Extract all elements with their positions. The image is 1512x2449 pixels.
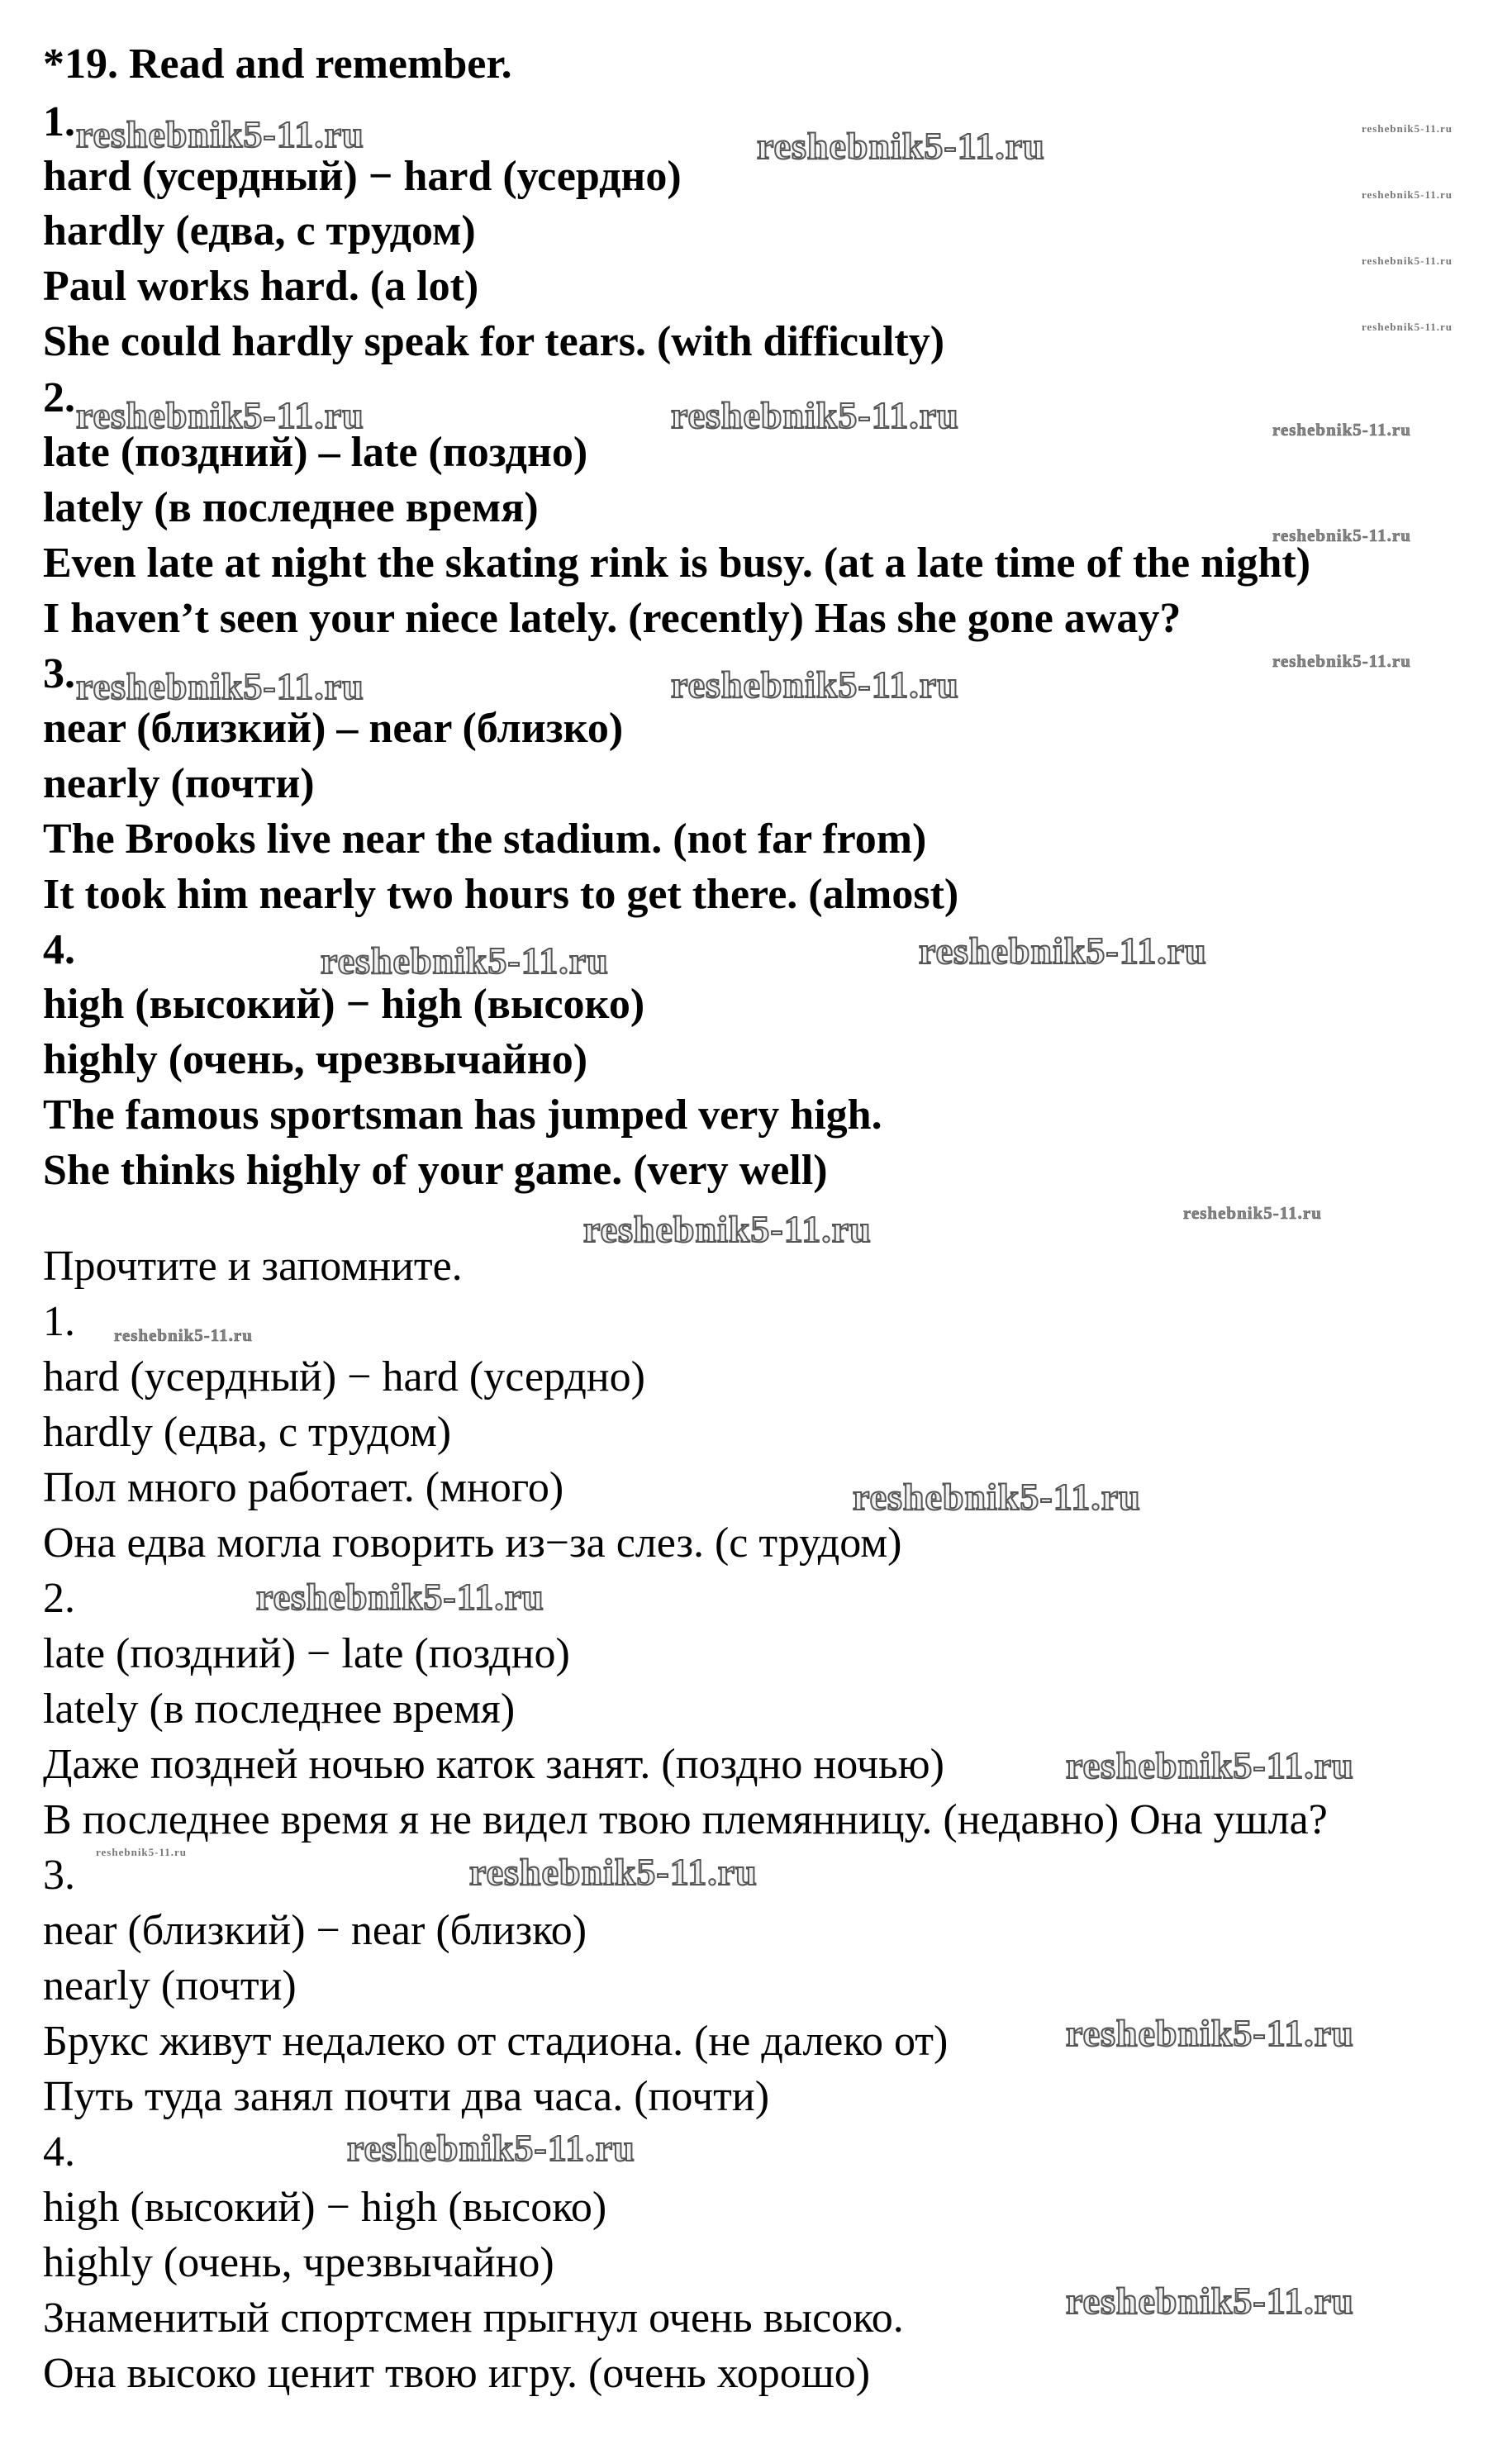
section-number: 2. (43, 374, 75, 421)
watermark: reshebnik5-11.ru (469, 1851, 758, 1893)
text-line: hard (усердный) − hard (усердно) (43, 153, 682, 200)
text-line: The famous sportsman has jumped very high. (43, 1091, 882, 1139)
text-line: She thinks highly of your game. (very well) (43, 1147, 828, 1194)
watermark: reshebnik5-11.ru (96, 1846, 188, 1858)
text-line: Even late at night the skating rink is busy. (at a late time of the night) (43, 540, 1311, 587)
watermark: reshebnik5-11.ru (1183, 1203, 1322, 1223)
text-line: late (поздний) – late (поздно) (43, 429, 588, 476)
watermark: reshebnik5-11.ru (321, 939, 609, 982)
text-line: Даже поздней ночью каток занят. (поздно ночью) (43, 1741, 944, 1788)
watermark: reshebnik5-11.ru (671, 663, 959, 706)
watermark: reshebnik5-11.ru (347, 2127, 635, 2169)
text-line: I haven’t seen your niece lately. (recently) Has she gone away? (43, 595, 1182, 642)
watermark: reshebnik5-11.ru (919, 930, 1207, 972)
watermark: reshebnik5-11.ru (853, 1476, 1141, 1518)
text-line: It took him nearly two hours to get there. (almost) (43, 871, 959, 918)
section-number: 1. (43, 98, 75, 145)
text-line: The Brooks live near the stadium. (not far from) (43, 816, 927, 863)
text-line: Paul works hard. (a lot) (43, 263, 479, 310)
watermark: reshebnik5-11.ru (583, 1208, 872, 1250)
translation-title: Прочтите и запомните. (43, 1243, 463, 1290)
text-line: nearly (почти) (43, 1962, 297, 2009)
section-number: 2. (43, 1575, 75, 1622)
section-number: 1. (43, 1298, 75, 1345)
text-line: near (близкий) − near (близко) (43, 1907, 587, 1954)
text-line: lately (в последнее время) (43, 484, 539, 531)
watermark: reshebnik5-11.ru (1362, 122, 1453, 135)
watermark: reshebnik5-11.ru (1362, 254, 1453, 267)
watermark: reshebnik5-11.ru (76, 113, 364, 155)
watermark: reshebnik5-11.ru (76, 394, 364, 436)
text-line: high (высокий) − high (высоко) (43, 2184, 607, 2231)
section-number: 3. (43, 650, 75, 697)
watermark: reshebnik5-11.ru (1066, 1744, 1354, 1786)
text-line: She could hardly speak for tears. (with difficulty) (43, 318, 945, 365)
watermark: reshebnik5-11.ru (256, 1576, 544, 1618)
text-line: Она едва могла говорить из−за слез. (с трудом) (43, 1519, 902, 1567)
watermark: reshebnik5-11.ru (1272, 651, 1411, 671)
text-line: В последнее время я не видел твою племянницу. (недавно) Она ушла? (43, 1796, 1328, 1843)
watermark: reshebnik5-11.ru (1066, 2012, 1354, 2054)
text-line: Брукс живут недалеко от стадиона. (не далеко от) (43, 2018, 949, 2065)
watermark: reshebnik5-11.ru (1362, 188, 1453, 201)
text-line: nearly (почти) (43, 760, 315, 807)
section-number: 4. (43, 926, 75, 973)
text-line: hard (усердный) − hard (усердно) (43, 1353, 645, 1400)
text-line: Знаменитый спортсмен прыгнул очень высоко. (43, 2294, 904, 2342)
section-number: 4. (43, 2128, 75, 2176)
text-line: Пол много работает. (много) (43, 1464, 564, 1511)
text-line: hardly (едва, с трудом) (43, 1409, 452, 1456)
text-line: highly (очень, чрезвычайно) (43, 2239, 554, 2286)
section-number: 3. (43, 1852, 75, 1899)
text-line: late (поздний) − late (поздно) (43, 1630, 570, 1677)
watermark: reshebnik5-11.ru (1272, 420, 1411, 440)
watermark: reshebnik5-11.ru (1066, 2280, 1354, 2322)
text-line: high (высокий) − high (высоко) (43, 981, 645, 1028)
text-line: Путь туда занял почти два часа. (почти) (43, 2073, 770, 2120)
text-line: near (близкий) – near (близко) (43, 705, 624, 752)
text-line: hardly (едва, с трудом) (43, 207, 476, 254)
exercise-title: *19. Read and remember. (43, 40, 512, 88)
text-line: Она высоко ценит твою игру. (очень хорошо) (43, 2350, 871, 2397)
text-line: lately (в последнее время) (43, 1686, 516, 1733)
watermark: reshebnik5-11.ru (671, 394, 959, 436)
watermark: reshebnik5-11.ru (1362, 321, 1453, 333)
watermark: reshebnik5-11.ru (76, 665, 364, 707)
watermark: reshebnik5-11.ru (1272, 525, 1411, 545)
watermark: reshebnik5-11.ru (757, 125, 1045, 167)
text-line: highly (очень, чрезвычайно) (43, 1036, 588, 1083)
watermark: reshebnik5-11.ru (114, 1325, 253, 1345)
